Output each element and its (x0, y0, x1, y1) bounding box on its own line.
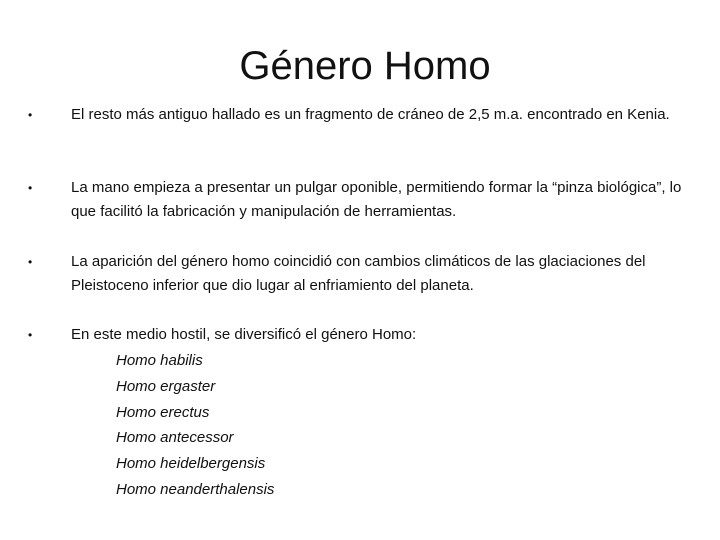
bullet-marker: • (28, 108, 33, 122)
bullet-marker: • (28, 181, 33, 195)
bullet-marker: • (28, 255, 33, 269)
bullet-text: El resto más antiguo hallado es un fragmento de cráneo de 2,5 m.a. encontrado en Kenia. (71, 106, 670, 123)
species-item: Homo antecessor (116, 429, 234, 447)
species-item: Homo ergaster (116, 377, 216, 395)
bullet-marker: • (28, 328, 33, 342)
bullet-text: La mano empieza a presentar un pulgar oponible, permitiendo formar la “pinza biológica”, lo que facilitó la fabricación y manipulación de herramientas. (71, 179, 682, 220)
species-item: Homo neanderthalensis (116, 480, 275, 498)
species-list (116, 348, 274, 503)
species-item: Homo erectus (116, 403, 210, 421)
slide-title: Género Homo (239, 44, 491, 88)
species-item: Homo habilis (116, 352, 203, 369)
bullet-text: En este medio hostil, se diversificó el género Homo: (71, 326, 417, 343)
bullet-text: La aparición del género homo coincidió con cambios climáticos de las glaciaciones del Pleistoceno inferior que dio lugar al enfriamiento del planeta. (71, 253, 646, 294)
species-item: Homo heidelbergensis (116, 455, 266, 473)
